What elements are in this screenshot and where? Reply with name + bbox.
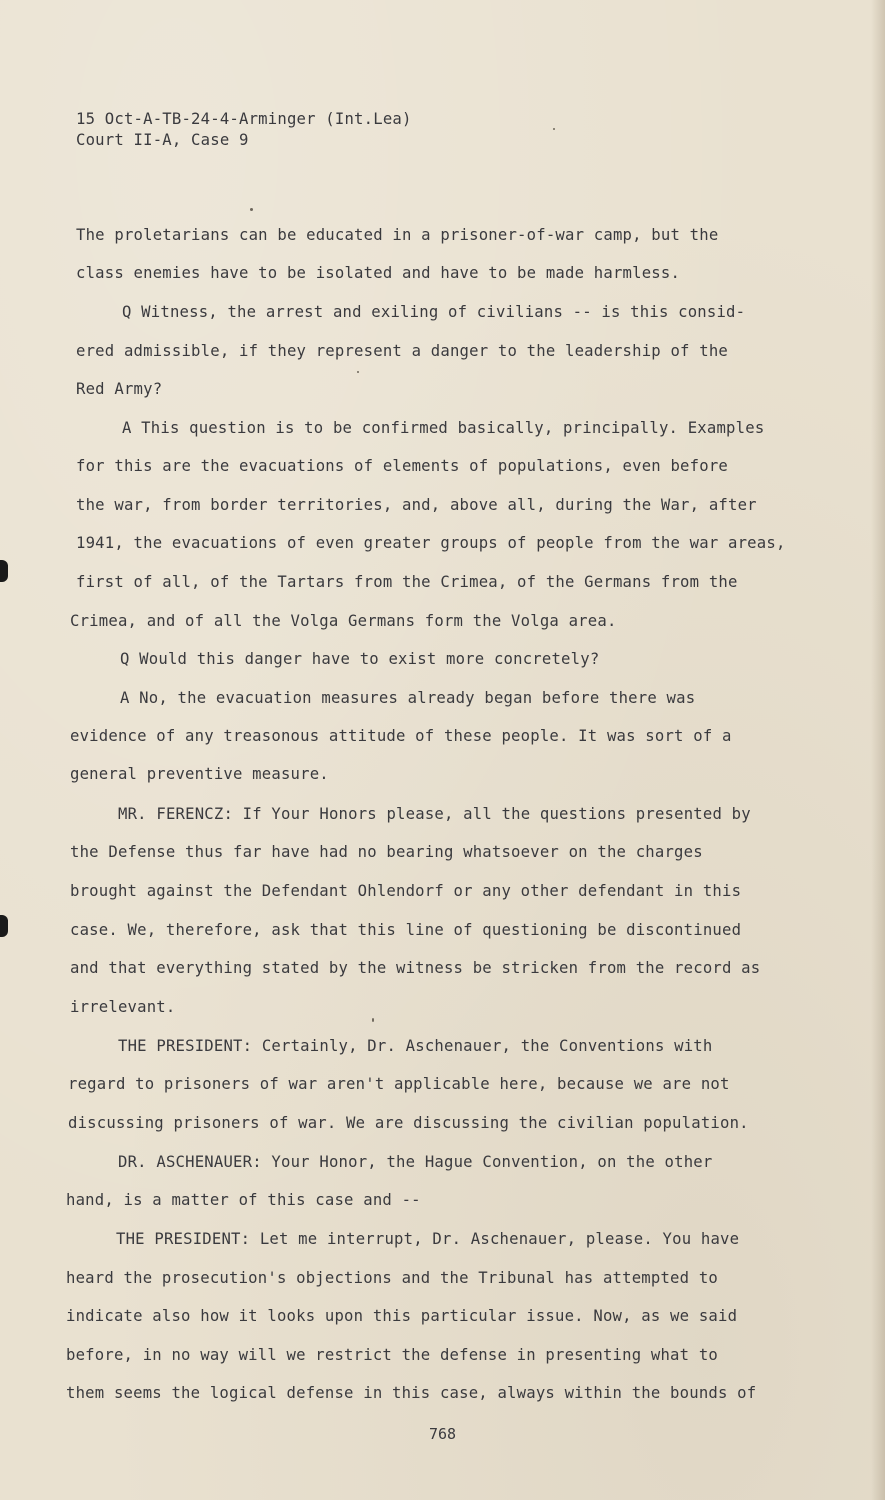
text-line: first of all, of the Tartars from the Crimea, of the Germans from the <box>76 573 738 591</box>
text-line: case. We, therefore, ask that this line of questioning be discontinued <box>70 921 742 939</box>
text-line: A This question is to be confirmed basically, principally. Examples <box>122 419 765 437</box>
text-line: THE PRESIDENT: Let me interrupt, Dr. Aschenauer, please. You have <box>116 1230 740 1248</box>
text-line: Q Witness, the arrest and exiling of civilians -- is this consid- <box>122 303 746 321</box>
text-line: heard the prosecution's objections and the Tribunal has attempted to <box>66 1269 718 1287</box>
text-line: for this are the evacuations of elements of populations, even before <box>76 457 728 475</box>
text-line: indicate also how it looks upon this particular issue. Now, as we said <box>66 1307 738 1325</box>
text-line: general preventive measure. <box>70 765 329 783</box>
text-line: and that everything stated by the witness be stricken from the record as <box>70 959 761 977</box>
text-line: Q Would this danger have to exist more concretely? <box>120 650 600 668</box>
text-line: THE PRESIDENT: Certainly, Dr. Aschenauer, the Conventions with <box>118 1037 713 1055</box>
header-line-1: 15 Oct-A-TB-24-4-Arminger (Int.Lea) <box>76 110 412 128</box>
text-line: evidence of any treasonous attitude of these people. It was sort of a <box>70 727 732 745</box>
text-line: before, in no way will we restrict the defense in presenting what to <box>66 1346 718 1364</box>
header-line-2: Court II-A, Case 9 <box>76 131 249 149</box>
text-line: irrelevant. <box>70 998 176 1016</box>
paper-speck <box>357 371 359 373</box>
text-line: ered admissible, if they represent a danger to the leadership of the <box>76 342 728 360</box>
page-edge-shadow <box>871 0 885 1500</box>
binding-hole <box>0 915 8 937</box>
text-line: brought against the Defendant Ohlendorf or any other defendant in this <box>70 882 742 900</box>
text-line: DR. ASCHENAUER: Your Honor, the Hague Convention, on the other <box>118 1153 713 1171</box>
text-line: the Defense thus far have had no bearing whatsoever on the charges <box>70 843 703 861</box>
text-line: Red Army? <box>76 380 163 398</box>
text-line: class enemies have to be isolated and have to be made harmless. <box>76 264 681 282</box>
paper-speck <box>250 208 253 211</box>
text-line: The proletarians can be educated in a prisoner-of-war camp, but the <box>76 226 719 244</box>
text-line: the war, from border territories, and, above all, during the War, after <box>76 496 757 514</box>
text-line: regard to prisoners of war aren't applicable here, because we are not <box>68 1075 730 1093</box>
text-line: discussing prisoners of war. We are discussing the civilian population. <box>68 1114 749 1132</box>
paper-speck <box>553 128 555 130</box>
text-line: MR. FERENCZ: If Your Honors please, all the questions presented by <box>118 805 751 823</box>
text-line: Crimea, and of all the Volga Germans form the Volga area. <box>70 612 617 630</box>
text-line: them seems the logical defense in this case, always within the bounds of <box>66 1384 757 1402</box>
text-line: A No, the evacuation measures already began before there was <box>120 689 696 707</box>
page-number: 768 <box>428 1425 457 1443</box>
binding-hole <box>0 560 8 582</box>
text-line: 1941, the evacuations of even greater groups of people from the war areas, <box>76 534 786 552</box>
text-line: hand, is a matter of this case and -- <box>66 1191 421 1209</box>
paper-speck <box>372 1018 374 1022</box>
